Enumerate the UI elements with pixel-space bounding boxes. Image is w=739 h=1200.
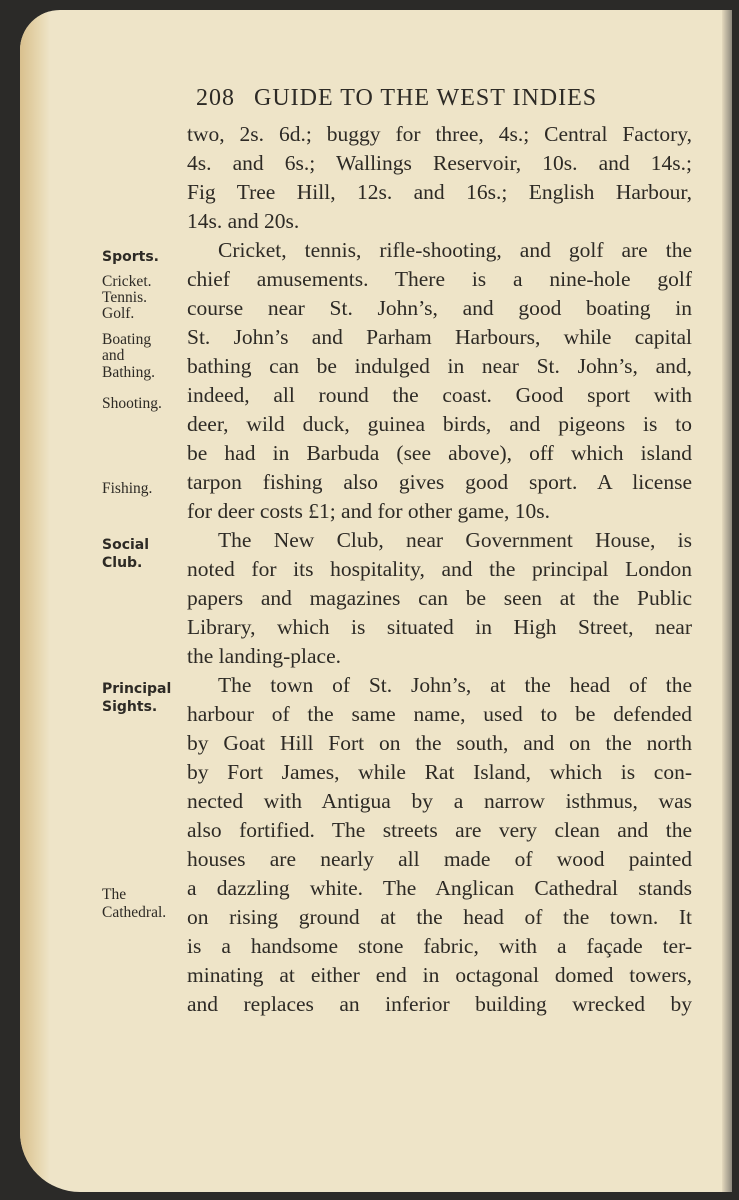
text-line: houses are nearly all made of wood painted [187,847,692,871]
text-line: nected with Antigua by a narrow isthmus, was [187,789,692,813]
sidenote: Boating [102,331,152,348]
text-line: course near St. John’s, and good boating in [187,296,692,320]
page-number: 208 [196,85,235,111]
text-line: be had in Barbuda (see above), off which island [187,441,692,465]
text-line: Cricket, tennis, rifle-shooting, and golf are the [218,238,692,262]
text-line: indeed, all round the coast. Good sport with [187,383,692,407]
text-line: also fortified. The streets are very clean and the [187,818,692,842]
sidenote: The [102,886,127,903]
text-line: Fig Tree Hill, 12s. and 16s.; English Harbour, [187,180,692,204]
text-line: 14s. and 20s. [187,209,300,233]
text-line: for deer costs £1; and for other game, 10s. [187,499,551,523]
text-line: tarpon fishing also gives good sport. A license [187,470,692,494]
text-line: papers and magazines can be seen at the Public [187,586,692,610]
text-line: a dazzling white. The Anglican Cathedral stands [187,876,692,900]
text-line: by Fort James, while Rat Island, which is con- [187,760,692,784]
running-header [196,85,666,112]
sidenote: Tennis. [102,289,147,306]
sidenote: Golf. [102,305,135,322]
text-line: St. John’s and Parham Harbours, while capital [187,325,692,349]
text-line: and replaces an inferior building wrecked by [187,992,692,1016]
sidenote: Cathedral. [102,904,167,921]
text-line: deer, wild duck, guinea birds, and pigeons is to [187,412,692,436]
sidenote: Cricket. [102,273,152,290]
text-line: harbour of the same name, used to be defended [187,702,692,726]
sidenote: Principal [102,681,172,697]
text-line: the landing-place. [187,644,342,668]
page-right-edge [722,10,732,1192]
text-line: two, 2s. 6d.; buggy for three, 4s.; Central Factory, [187,122,692,146]
book-page [20,10,732,1192]
text-line: The town of St. John’s, at the head of the [218,673,692,697]
sidenote: Shooting. [102,395,162,412]
text-line: by Goat Hill Fort on the south, and on the north [187,731,692,755]
text-line: chief amusements. There is a nine-hole golf [187,267,692,291]
text-line: 4s. and 6s.; Wallings Reservoir, 10s. and 14s.; [187,151,692,175]
text-line: bathing can be indulged in near St. John’s, and, [187,354,692,378]
text-line: The New Club, near Government House, is [218,528,692,552]
page-spine-edge [20,10,50,1192]
text-line: is a handsome stone fabric, with a façade ter- [187,934,692,958]
sidenote: and [102,347,125,364]
sidenote: Sights. [102,699,158,715]
sidenote: Fishing. [102,480,153,497]
sidenote: Bathing. [102,364,155,381]
text-line: minating at either end in octagonal domed towers, [187,963,692,987]
sidenote: Social [102,537,150,553]
text-line: noted for its hospitality, and the principal London [187,557,692,581]
text-line: Library, which is situated in High Street, near [187,615,692,639]
running-title: GUIDE TO THE WEST INDIES [254,85,598,111]
sidenote: Club. [102,555,143,571]
sidenote: Sports. [102,249,159,265]
text-line: on rising ground at the head of the town. It [187,905,692,929]
